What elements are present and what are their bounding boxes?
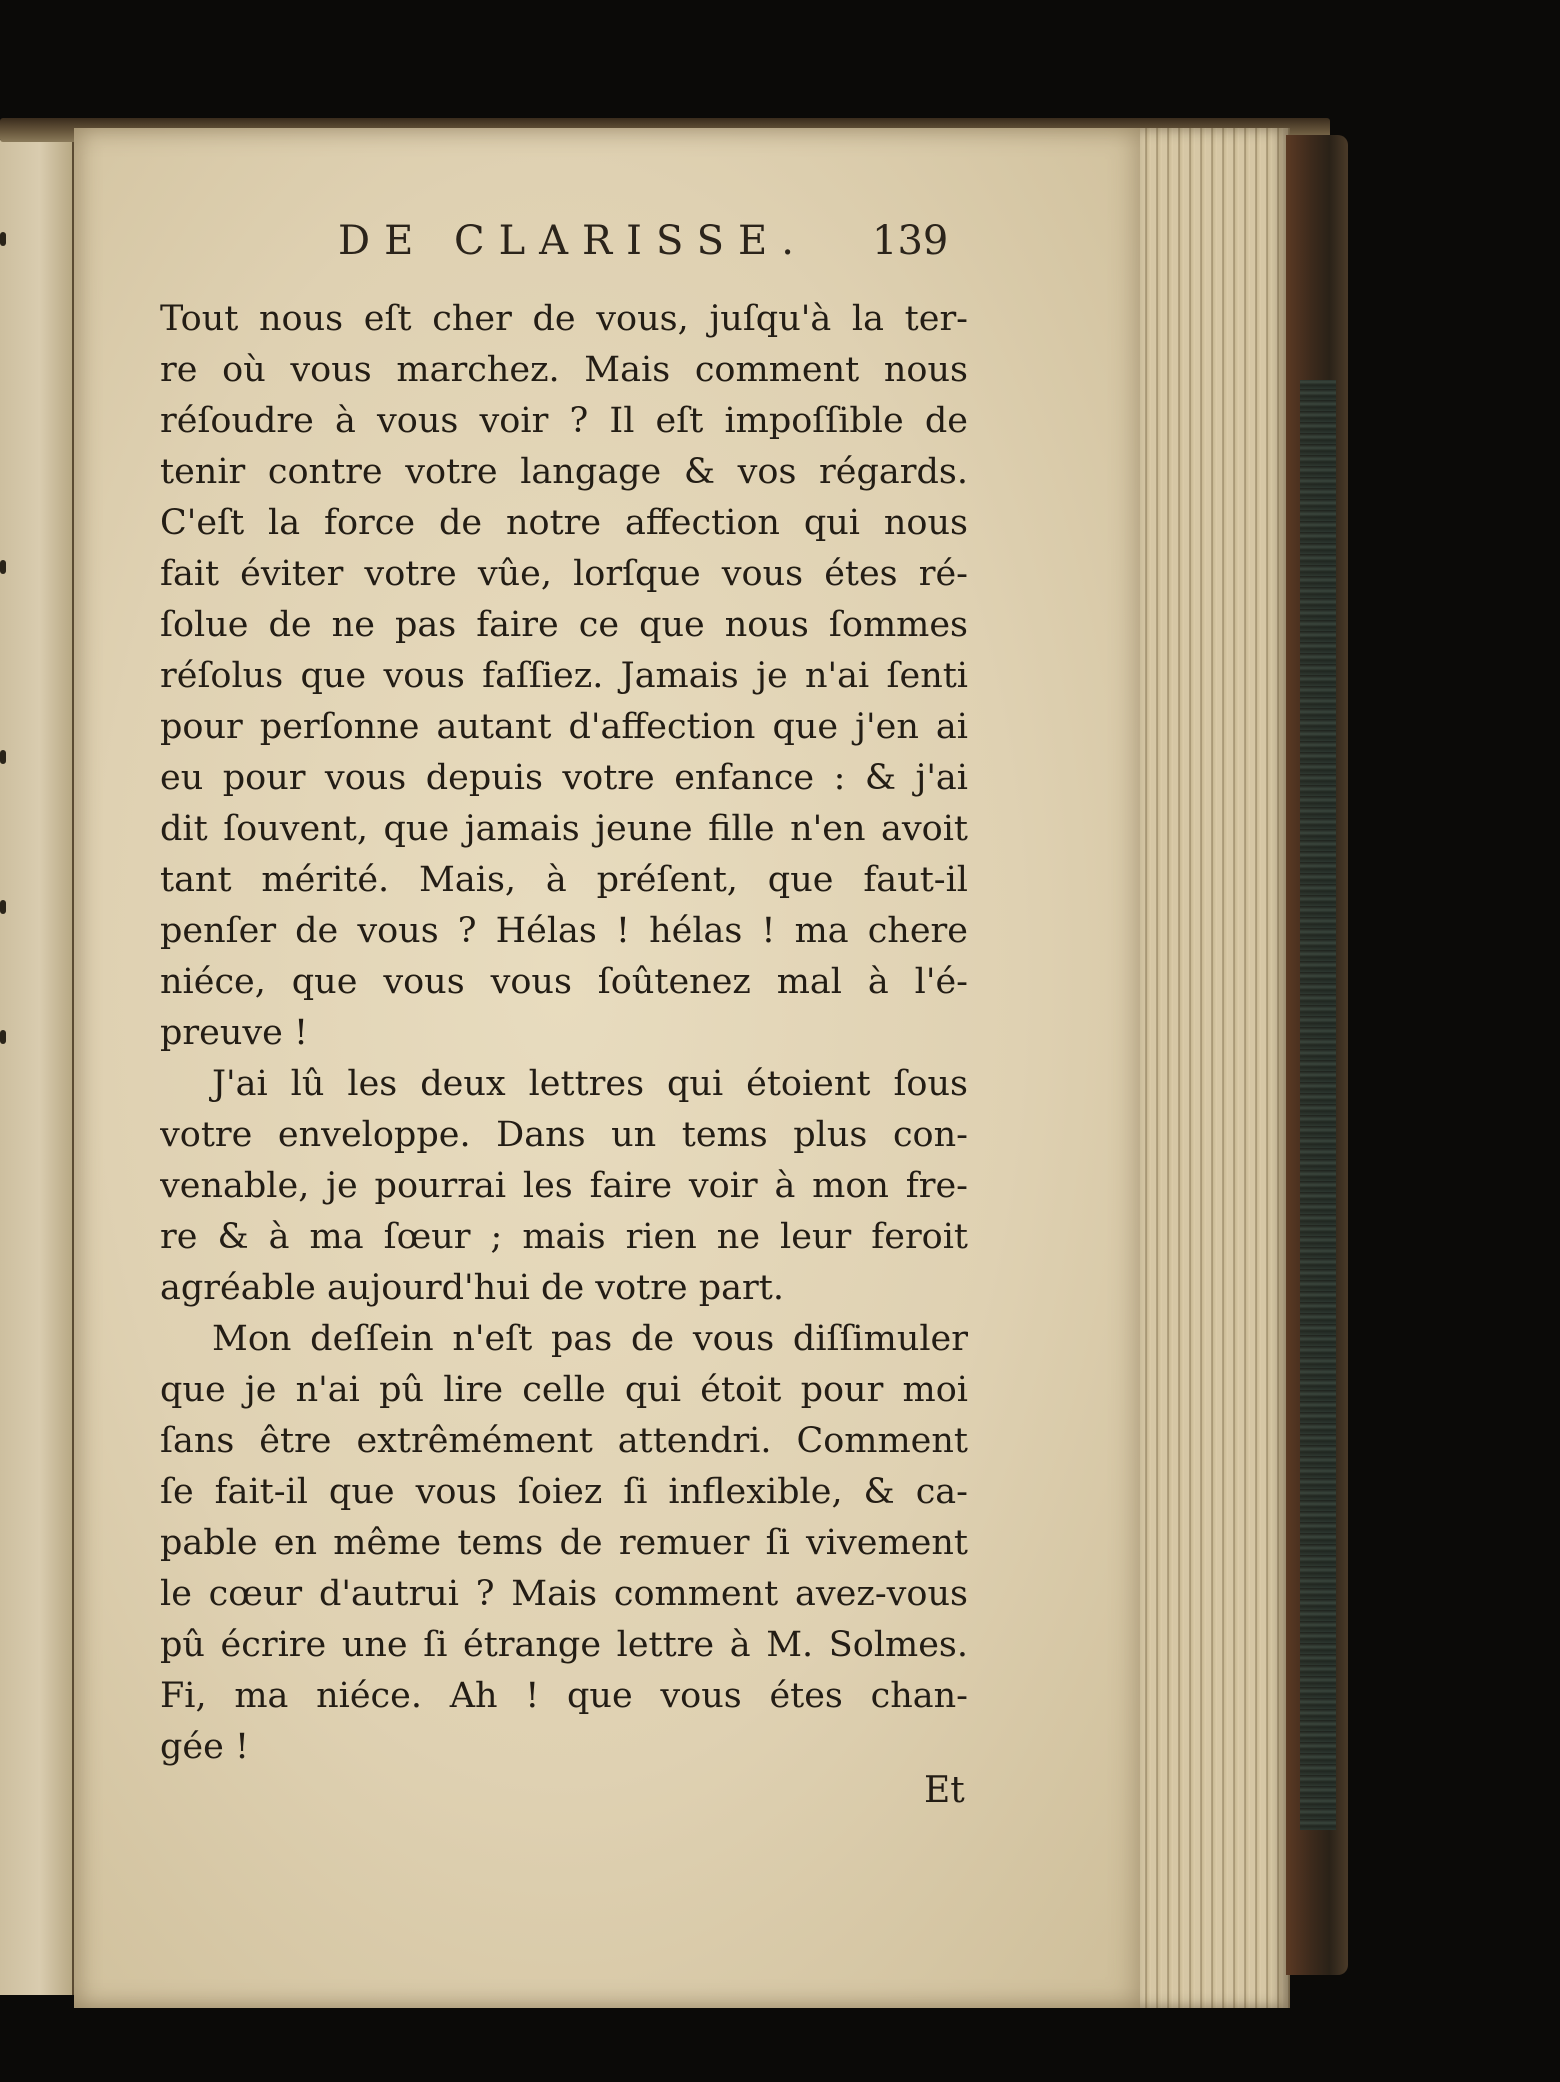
text-line: J'ai lû les deux lettres qui étoient ſous	[212, 1064, 968, 1104]
marbled-cover	[1300, 380, 1336, 1830]
previous-page-edge	[0, 140, 75, 1995]
running-head-title: DE CLARISSE.	[338, 218, 808, 264]
text-line: re où vous marchez. Mais comment nous	[160, 350, 968, 390]
text-line: pour perſonne autant d'affection que j'en ai	[160, 707, 968, 747]
text-line: fait éviter votre vûe, lorſque vous étes ré-	[160, 554, 968, 594]
text-line: venable, je pourrai les faire voir à mon fre-	[160, 1166, 968, 1206]
text-line: penſer de vous ? Hélas ! hélas ! ma chere	[160, 911, 968, 951]
ink-mark	[0, 900, 6, 914]
text-line: dit ſouvent, que jamais jeune fille n'en avoit	[160, 809, 968, 849]
ink-mark	[0, 1030, 6, 1044]
text-line: réſolus que vous faſſiez. Jamais je n'ai ſenti	[160, 656, 968, 696]
ink-mark	[0, 750, 6, 764]
text-line: le cœur d'autrui ? Mais comment avez-vous	[160, 1574, 968, 1614]
text-line: gée !	[160, 1727, 250, 1767]
text-line: niéce, que vous vous ſoûtenez mal à l'é-	[160, 962, 968, 1002]
text-line: tenir contre votre langage & vos régards.	[160, 452, 968, 492]
text-line: C'eſt la force de notre affection qui nous	[160, 503, 968, 543]
text-line: votre enveloppe. Dans un tems plus con-	[160, 1115, 968, 1155]
page-number: 139	[872, 218, 949, 264]
text-line: agréable aujourd'hui de votre part.	[160, 1268, 784, 1308]
text-line: Fi, ma niéce. Ah ! que vous étes chan-	[160, 1676, 968, 1716]
page-edges	[1140, 128, 1290, 2008]
text-line: pû écrire une ſi étrange lettre à M. Solmes.	[160, 1625, 968, 1665]
catchword: Et	[924, 1770, 965, 1811]
text-line: Tout nous eſt cher de vous, juſqu'à la ter-	[160, 299, 968, 339]
ink-mark	[0, 560, 6, 574]
text-line: preuve !	[160, 1013, 309, 1053]
text-line: ſolue de ne pas faire ce que nous ſommes	[160, 605, 968, 645]
text-line: pable en même tems de remuer ſi vivement	[160, 1523, 968, 1563]
text-line: ſe fait-il que vous ſoiez ſi inflexible, & ca-	[160, 1472, 968, 1512]
text-line: re & à ma ſœur ; mais rien ne leur feroit	[160, 1217, 968, 1257]
text-line: Mon deſſein n'eſt pas de vous diſſimuler	[212, 1319, 968, 1359]
text-line: eu pour vous depuis votre enfance : & j'ai	[160, 758, 968, 798]
running-head	[0, 218, 1560, 278]
body-text	[160, 294, 968, 1773]
text-line: tant mérité. Mais, à préſent, que faut-il	[160, 860, 968, 900]
text-line: réſoudre à vous voir ? Il eſt impoſſible de	[160, 401, 968, 441]
text-line: ſans être extrêmément attendri. Comment	[160, 1421, 968, 1461]
text-line: que je n'ai pû lire celle qui étoit pour moi	[160, 1370, 968, 1410]
